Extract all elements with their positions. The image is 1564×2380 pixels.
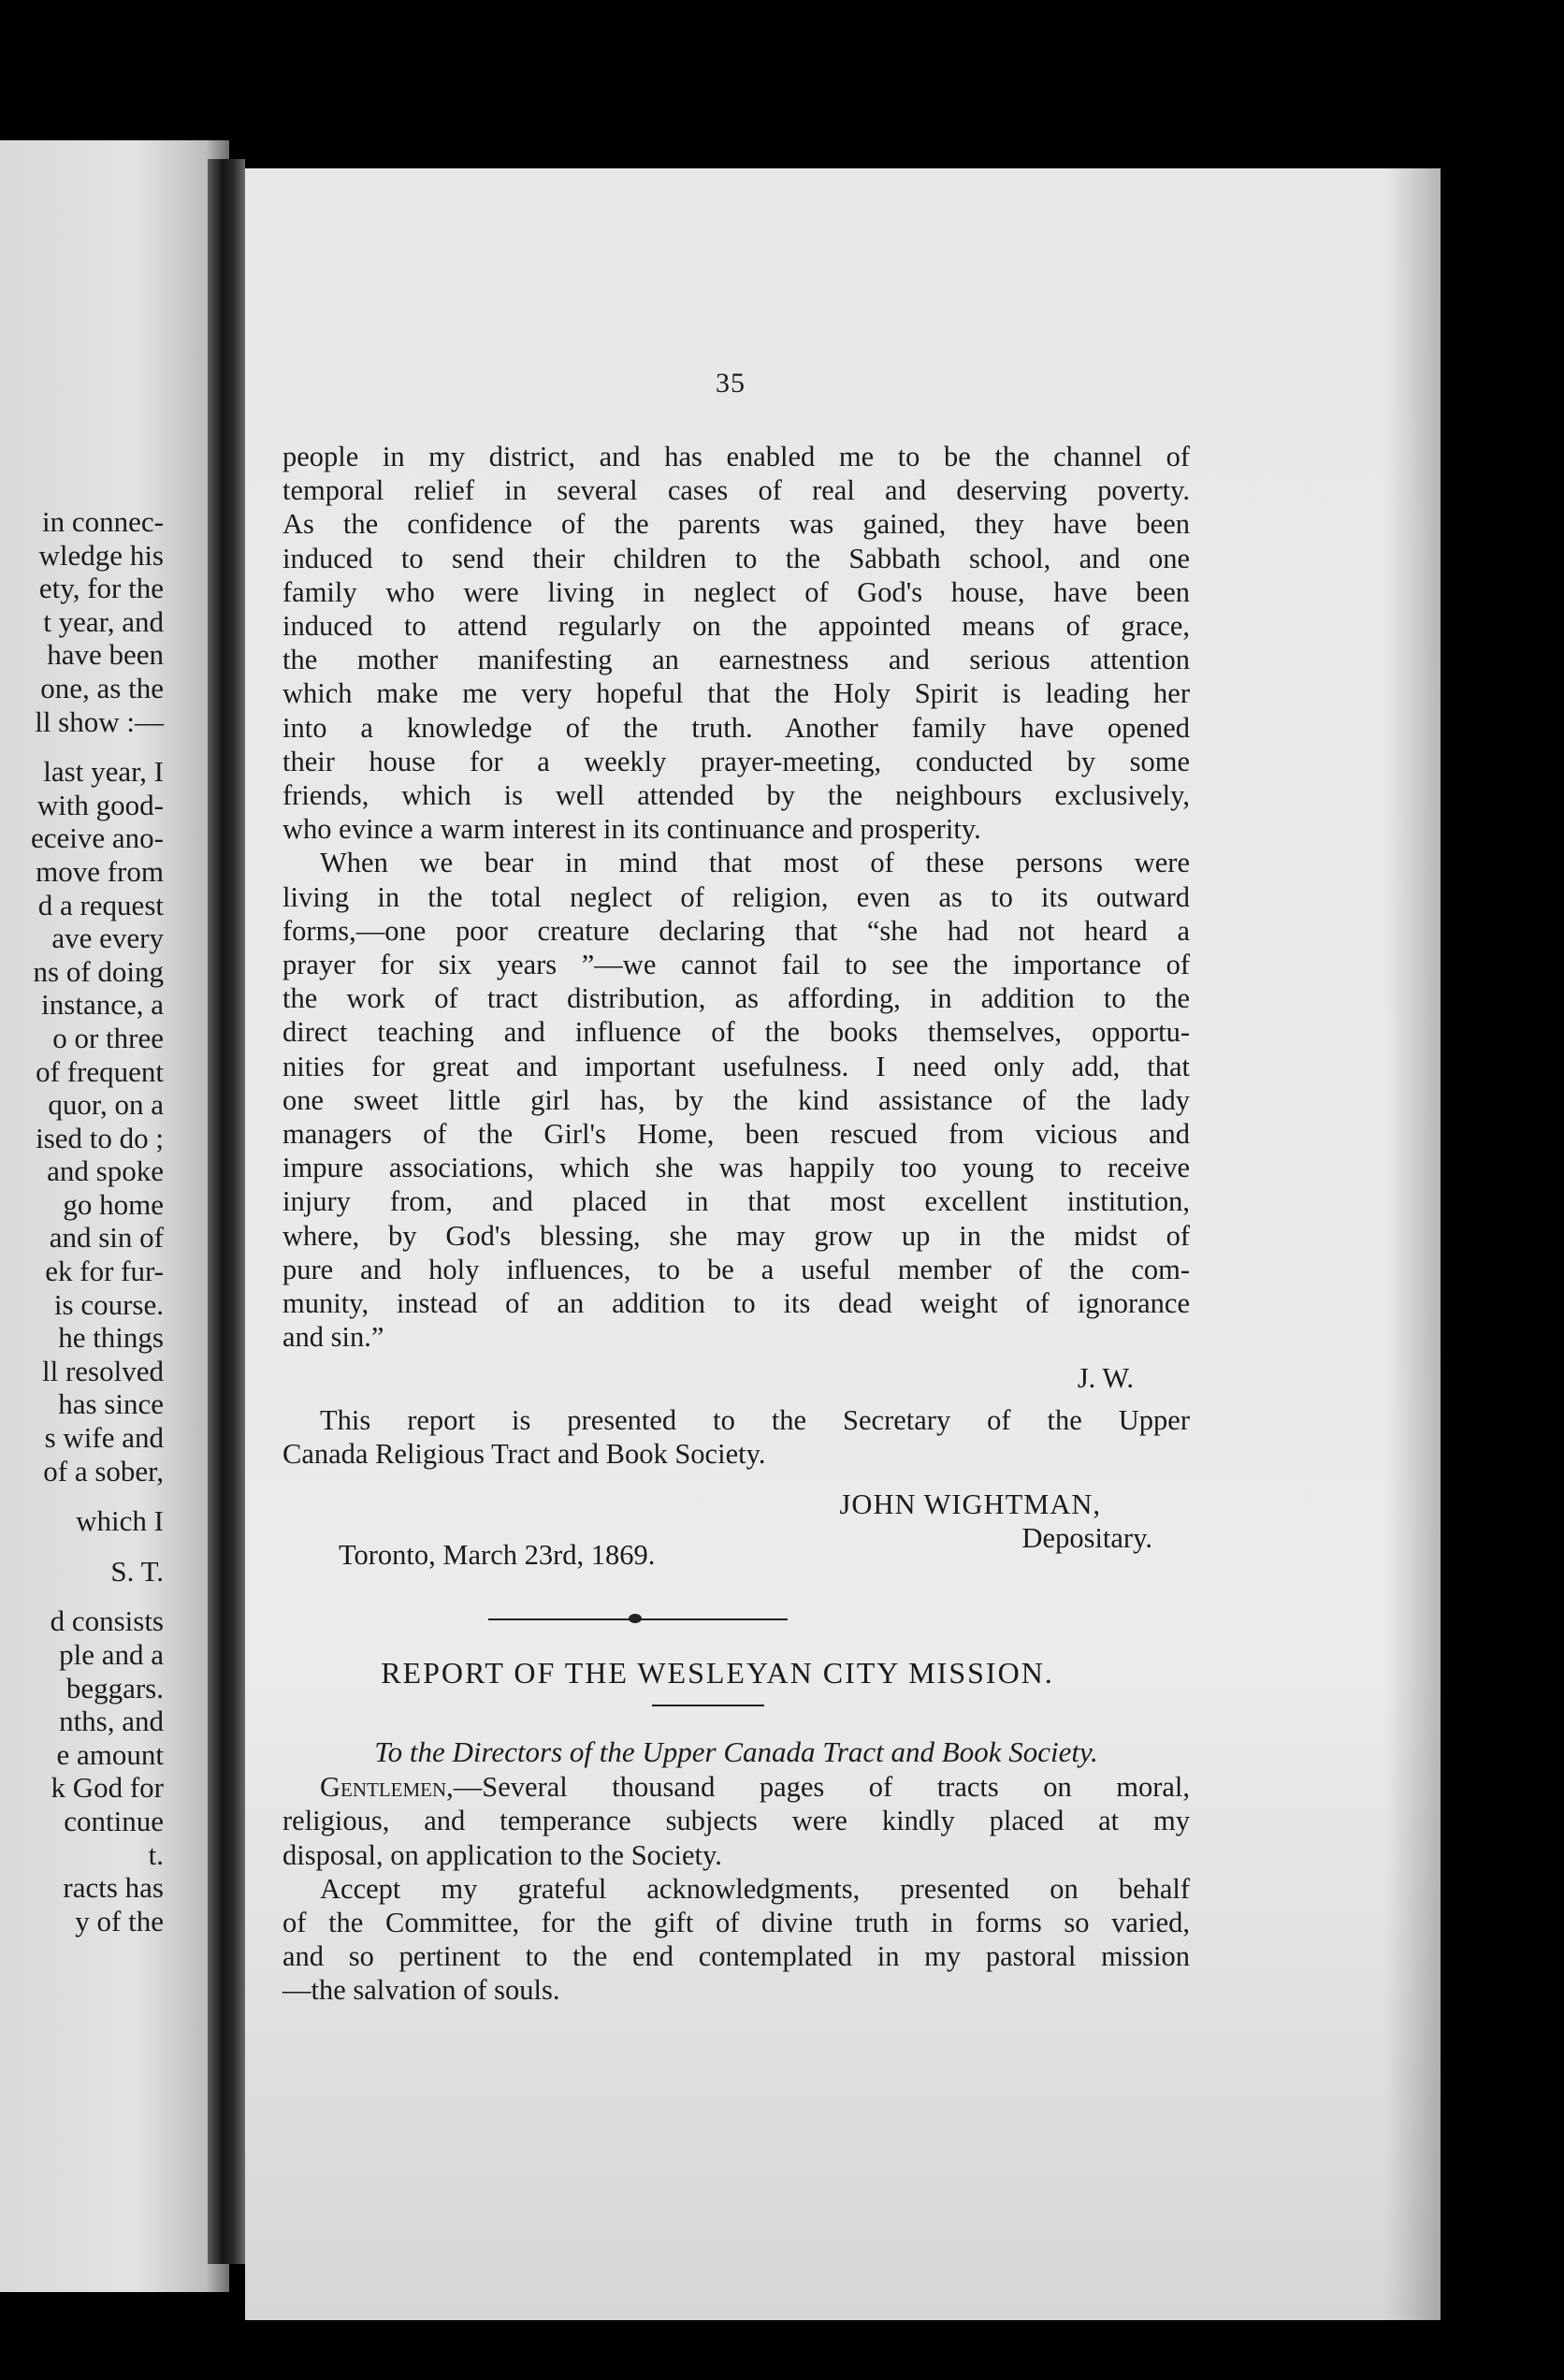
text-line: which make me very hopeful that the Holy Spirit is leading her [282,677,1190,710]
text-line: their house for a weekly prayer-meeting, conducted by some [282,745,1190,777]
text-line: friends, which is well attended by the neighbours exclusively, [282,779,1190,812]
left-page-line: d a request [37,888,164,922]
left-page-line: ns of doing [33,954,164,988]
text-line: When we bear in mind that most of these persons were [320,847,1190,879]
text-line: pure and holy influences, to be a useful member of the com- [282,1253,1190,1285]
ornamental-divider [488,1618,788,1620]
left-page-line: of frequent [36,1054,164,1088]
text-line: of the Committee, for the gift of divine truth in forms so varied, [282,1906,1190,1938]
text-line: temporal relief in several cases of real and deserving poverty. [282,474,1190,507]
left-page-line: instance, a [41,988,164,1022]
text-line: living in the total neglect of religion, even as to its outward [282,880,1190,913]
text-line: munity, instead of an addition to its dead weight of ignorance [282,1287,1190,1320]
left-page-line: ple and a [59,1638,164,1671]
text-line: injury from, and placed in that most excellent institution, [282,1185,1190,1218]
left-page-line: s wife and [44,1421,164,1455]
heading-rule [652,1705,764,1706]
text-line: one sweet little girl has, by the kind assistance of the lady [282,1083,1190,1116]
paragraph-tract-distribution [282,846,1190,1354]
text-line: nities for great and important usefulness. I need only add, that [282,1050,1190,1082]
left-page-line: eceive ano- [31,821,164,855]
left-page-line: one, as the [40,671,164,704]
left-page-line: o or three [52,1021,164,1054]
left-page-line: ll show :— [35,704,164,738]
book-gutter [208,159,245,2264]
left-page-line: quor, on a [48,1088,164,1122]
letter-paragraph-tracts [282,1770,1190,1872]
text-line: prayer for six years ”—we cannot fail to see the importance of [282,949,1190,981]
left-page-line: beggars. [65,1671,164,1705]
left-page-line: ised to do ; [36,1121,164,1154]
text-line: Accept my grateful acknowledgments, presented on behalf [320,1872,1190,1905]
text-line: direct teaching and influence of the books themselves, opportu- [282,1016,1190,1049]
left-page-line: ety, for the [38,572,164,605]
text-line: who evince a warm interest in its continuance and prosperity. [282,813,981,846]
page-body [282,440,1190,2008]
left-page-line: wledge his [38,538,164,572]
signature-initials: J. W. [1077,1362,1134,1395]
left-page-line: has since [58,1387,164,1421]
left-page-line: in connec- [42,505,164,538]
text-line: religious, and temperance subjects were kindly placed at my [282,1805,1190,1837]
text-line: impure associations, which she was happily too young to receive [282,1152,1190,1184]
text-line [282,1770,1190,1804]
text-line: —the salvation of souls. [282,1974,560,2007]
text-line: forms,—one poor creature declaring that “she had not heard a [282,914,1190,947]
left-page-line: of a sober, [43,1454,164,1488]
page-edge-shadow [1384,168,1441,2320]
left-page-line: go home [63,1187,164,1221]
text-line: induced to send their children to the Sabbath school, and one [282,542,1190,574]
salutation: Gentlemen, [320,1771,454,1804]
left-page-line: ave every [51,922,164,955]
text-line: and sin.” [282,1321,384,1354]
left-page-line: racts has [63,1871,164,1905]
left-page-line: and spoke [47,1154,164,1188]
left-page-line: continue [64,1804,164,1837]
left-page-line: ek for fur- [45,1255,164,1288]
text-line: disposal, on application to the Society. [282,1838,722,1871]
left-page-line: d consists [50,1604,164,1638]
left-page-line: t. [148,1837,164,1871]
text-line: family who were living in neglect of God's house, have been [282,575,1190,608]
left-page-fragment [0,140,229,2292]
text-line: induced to attend regularly on the appointed means of grace, [282,610,1190,643]
left-page-line: last year, I [43,755,164,789]
text-line: the mother manifesting an earnestness and serious attention [282,644,1190,676]
text-line: As the confidence of the parents was gained, they have been [282,508,1190,541]
left-page-line: nths, and [59,1705,164,1738]
place-date: Toronto, March 23rd, 1869. [339,1539,656,1572]
left-page-line: is course. [53,1287,164,1321]
letter-address: To the Directors of the Upper Canada Tract and Book Society. [374,1735,1098,1769]
left-page-line: he things [58,1321,164,1355]
text-line: where, by God's blessing, she may grow up in the midst of [282,1219,1190,1252]
left-page-line: have been [47,638,164,672]
letter-paragraph-acknowledgments [282,1872,1190,2008]
secretary-title: Depositary. [1021,1522,1152,1555]
left-page-line: move from [36,854,164,888]
left-page-line: with good- [36,788,164,821]
left-page-line: ll resolved [42,1354,164,1387]
report-note [282,1403,1190,1471]
left-page-line: k God for [51,1771,164,1805]
left-page-line: S. T. [110,1554,164,1588]
text-line: people in my district, and has enabled me to be the channel of [282,441,1190,472]
text-line-rest: —Several thousand pages of tracts on moral, [453,1771,1190,1804]
text-line: and so pertinent to the end contemplated in my pastoral mission [282,1940,1190,1973]
left-page-line: which I [76,1504,164,1538]
left-page-line: t year, and [43,604,164,638]
left-page-line: y of the [75,1904,164,1937]
left-page-line: and sin of [49,1221,164,1255]
section-heading: REPORT OF THE WESLEYAN CITY MISSION. [381,1656,1054,1691]
text-line: managers of the Girl's Home, been rescued from vicious and [282,1118,1190,1151]
text-line: into a knowledge of the truth. Another family have opened [282,711,1190,744]
secretary-name: JOHN WIGHTMAN, [839,1488,1101,1521]
text-line: the work of tract distribution, as affording, in addition to the [282,982,1190,1015]
text-line: This report is presented to the Secretary of the Upper [320,1403,1190,1436]
left-page-text [0,505,164,1937]
text-line: Canada Religious Tract and Book Society. [282,1437,766,1470]
left-page-line: e amount [56,1737,164,1771]
right-page [245,168,1441,2320]
page-number: 35 [716,368,746,399]
paragraph-district-relief [282,440,1190,846]
